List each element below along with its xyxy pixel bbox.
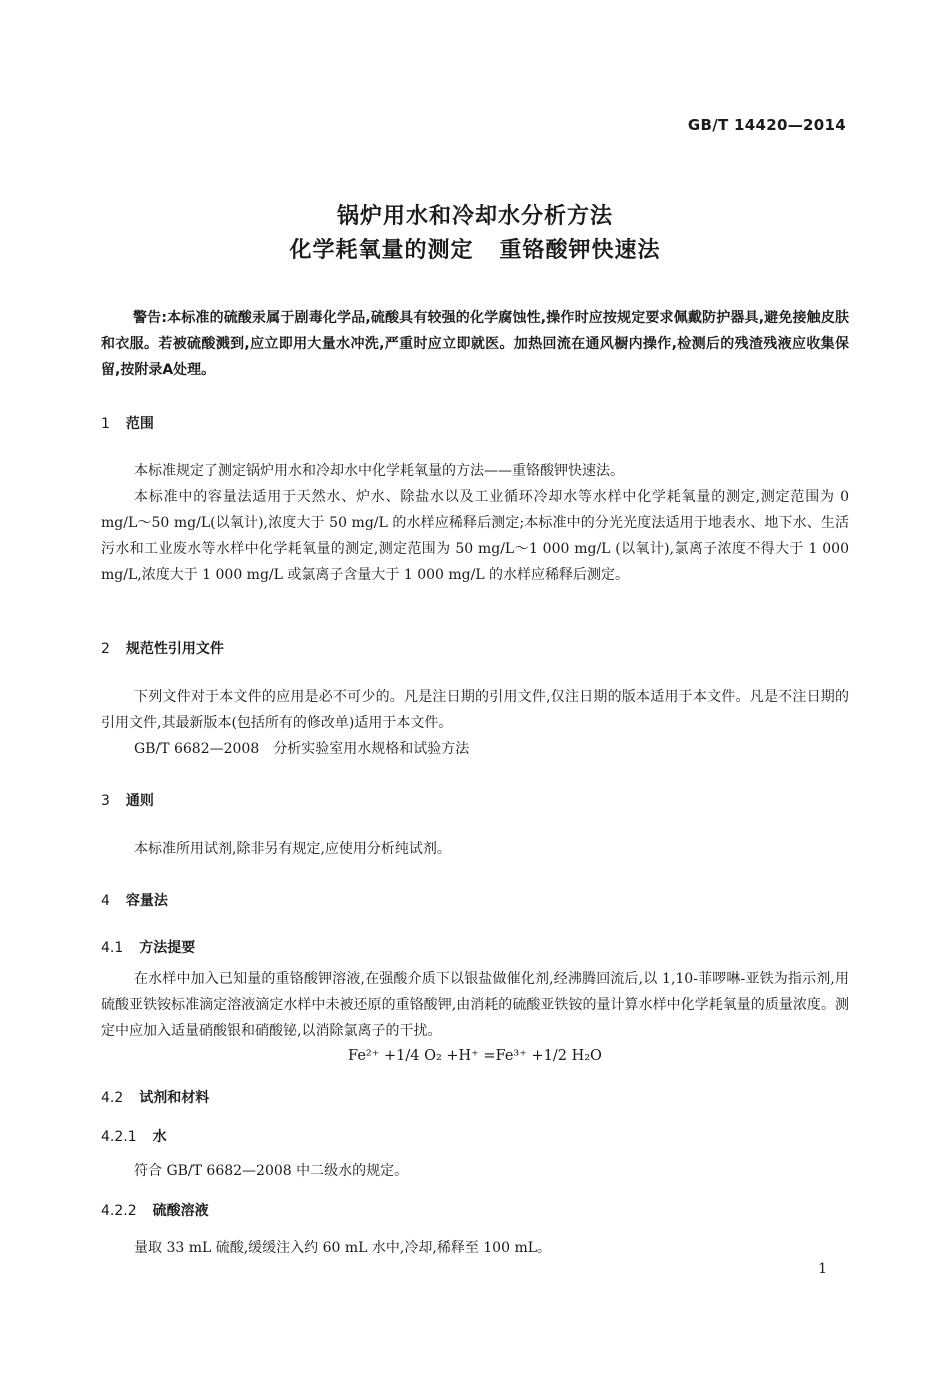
- section-number: 2: [101, 641, 110, 657]
- section-title: 范围: [125, 416, 154, 432]
- section-number: 4: [101, 893, 110, 909]
- section-2-para-1: 下列文件对于本文件的应用是必不可少的。凡是注日期的引用文件,仅注日期的版本适用于本文件。凡是不注日期的引用文件,其最新版本(包括所有的修改单)适用于本文件。: [101, 689, 849, 731]
- section-4-heading: [101, 890, 168, 910]
- section-number: 4.2.1: [101, 1129, 137, 1145]
- page-number: 1: [818, 1261, 827, 1277]
- section-number: 4.2: [101, 1090, 124, 1106]
- section-1-para-2: 本标准中的容量法适用于天然水、炉水、除盐水以及工业循环冷却水等水样中化学耗氧量的测定,测定范围为 0 mg/L～50 mg/L(以氧计),浓度大于 50 mg/L 的水样应稀释后测定;本标准中的分光光度法适用于地表水、地下水、生活污水和工业废水等水样中化学耗氧量的测定,测定范围为 50 mg/L～1 000 mg/L (以氧计),氯离子浓度不得大于 1 000 mg/L,浓度大于 1 000 mg/L 或氯离子含量大于 1 000 mg/L 的水样应稀释后测定。: [101, 489, 849, 583]
- section-1-para-1: 本标准规定了测定锅炉用水和冷却水中化学耗氧量的方法——重铬酸钾快速法。: [134, 463, 624, 479]
- section-title: 硫酸溶液: [152, 1203, 209, 1219]
- section-3-heading: [101, 790, 154, 810]
- section-3-para-1: 本标准所用试剂,除非另有规定,应使用分析纯试剂。: [134, 841, 451, 857]
- standard-code: GB/T 14420—2014: [687, 116, 846, 134]
- section-4-2-2-heading: [101, 1200, 209, 1220]
- section-title: 通则: [125, 793, 154, 809]
- section-4-2-heading: [101, 1087, 209, 1107]
- document-title-part2: 重铬酸钾快速法: [499, 238, 661, 263]
- section-title: 方法提要: [139, 940, 196, 956]
- section-title: 水: [152, 1129, 167, 1145]
- reaction-formula: Fe²⁺ +1/4 O₂ +H⁺ =Fe³⁺ +1/2 H₂O: [348, 1048, 602, 1064]
- section-title: 规范性引用文件: [125, 641, 224, 657]
- section-4-2-1-heading: [101, 1126, 167, 1146]
- document-title-line2: [0, 233, 950, 264]
- section-4-2-2-para: 量取 33 mL 硫酸,缓缓注入约 60 mL 水中,冷却,稀释至 100 mL。: [134, 1240, 552, 1256]
- safety-warning: 警告:本标准的硫酸汞属于剧毒化学品,硫酸具有较强的化学腐蚀性,操作时应按规定要求佩戴防护器具,避免接触皮肤和衣服。若被硫酸溅到,应立即用大量水冲洗,严重时应立即就医。加热回流在通风橱内操作,检测后的残渣残液应收集保留,按附录A处理。: [101, 310, 849, 378]
- section-2-heading: [101, 638, 224, 658]
- section-number: 4.1: [101, 940, 124, 956]
- section-4-2-1-para: 符合 GB/T 6682—2008 中二级水的规定。: [134, 1163, 409, 1179]
- section-4-1-para-1: 在水样中加入已知量的重铬酸钾溶液,在强酸介质下以银盐做催化剂,经沸腾回流后,以 1,10-菲啰啉-亚铁为指示剂,用硫酸亚铁铵标准滴定溶液滴定水样中未被还原的重铬酸钾,由消耗的硫酸亚铁铵的量计算水样中化学耗氧量的质量浓度。测定中应加入适量硝酸银和硝酸铋,以消除氯离子的干扰。: [101, 971, 849, 1039]
- section-number: 1: [101, 416, 110, 432]
- normative-reference: GB/T 6682—2008 分析实验室用水规格和试验方法: [134, 741, 470, 757]
- section-number: 3: [101, 793, 110, 809]
- section-1-heading: [101, 413, 154, 433]
- document-title-line1: 锅炉用水和冷却水分析方法: [336, 204, 613, 229]
- section-4-1-heading: [101, 937, 195, 957]
- section-number: 4.2.2: [101, 1203, 137, 1219]
- document-title-part1: 化学耗氧量的测定: [289, 238, 474, 263]
- section-title: 试剂和材料: [139, 1090, 210, 1106]
- section-title: 容量法: [125, 893, 168, 909]
